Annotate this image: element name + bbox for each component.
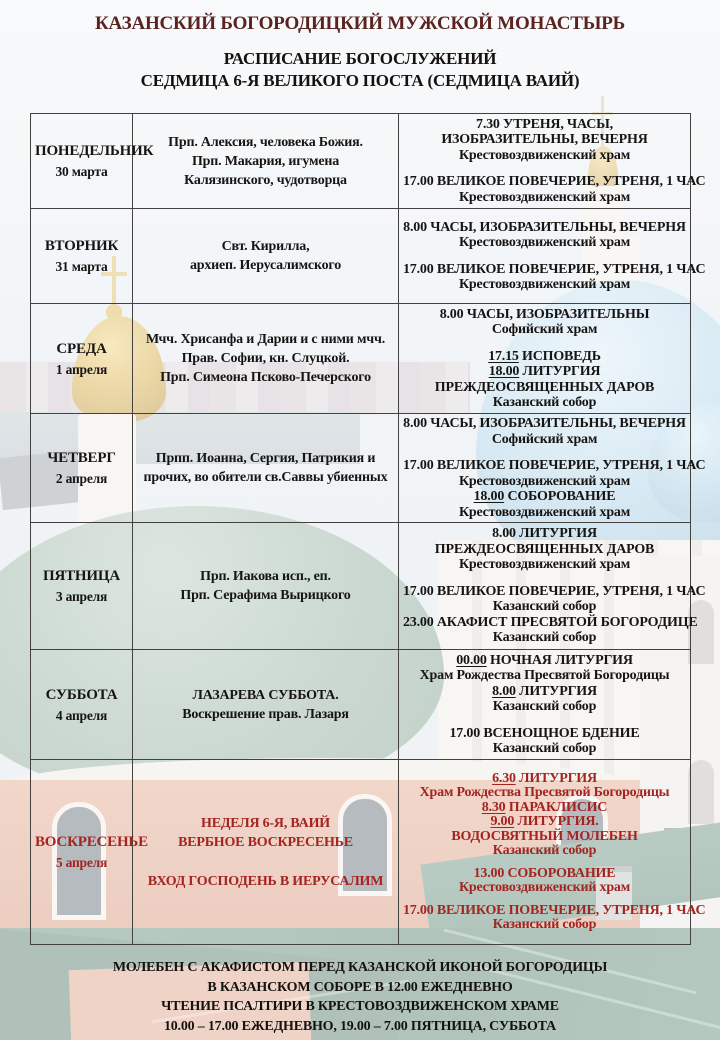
- service-time: 17.00: [403, 174, 434, 190]
- service-line: 8.00 ЧАСЫ, ИЗОБРАЗИТЕЛЬНЫ, ВЕЧЕРНЯ: [403, 219, 686, 235]
- service-time: 8.00: [492, 526, 516, 542]
- services-cell: [399, 209, 706, 304]
- service-line: 7.30 УТРЕНЯ, ЧАСЫ,: [476, 116, 613, 132]
- service-venue: Крестовоздвиженский храм: [458, 147, 631, 163]
- footer-line: МОЛЕБЕН С АКАФИСТОМ ПЕРЕД КАЗАНСКОЙ ИКОНОЙ БОГОРОДИЦЫ: [112, 960, 608, 975]
- service-time: 23.00: [403, 614, 434, 630]
- service-venue: Казанский собор: [492, 630, 597, 646]
- table-row: [31, 114, 691, 209]
- service-venue: Крестовоздвиженский храм: [458, 504, 631, 520]
- service-time: 17.00: [403, 261, 434, 277]
- service-line: 23.00 АКАФИСТ ПРЕСВЯТОЙ БОГОРОДИЦЕ: [403, 614, 698, 630]
- day-name: ВОСКРЕСЕНЬЕ: [35, 834, 148, 850]
- services-schedule-table: [30, 113, 706, 945]
- service-venue: Крестовоздвиженский храм: [458, 557, 631, 573]
- commemoration-line: Прп. Макария, игумена: [191, 153, 340, 169]
- service-venue: Крестовоздвиженский храм: [458, 277, 631, 292]
- day-date: 2 апреля: [55, 471, 108, 486]
- table-row: [31, 304, 691, 414]
- day-date: 4 апреля: [55, 707, 108, 723]
- service-venue: Храм Рождества Пресвятой Богородицы: [419, 785, 670, 800]
- service-venue: Крестовоздвиженский храм: [458, 189, 631, 205]
- service-line: 9.00 ЛИТУРГИЯ.: [490, 814, 599, 829]
- commemoration-cell: [133, 209, 399, 304]
- services-cell: [399, 650, 691, 760]
- service-line: ПРЕЖДЕОСВЯЩЕННЫХ ДАРОВ: [434, 541, 655, 557]
- day-cell: [31, 304, 133, 414]
- gap: [403, 573, 686, 584]
- commemoration-line: Прп. Симеона Псково-Печерского: [160, 370, 371, 385]
- footer-line: В КАЗАНСКОМ СОБОРЕ В 12.00 ЕЖЕДНЕВНО: [207, 979, 513, 995]
- commemoration-cell: [133, 650, 399, 760]
- service-line: 17.00 ВЕЛИКОЕ ПОВЕЧЕРИЕ, УТРЕНЯ, 1 ЧАС: [403, 458, 706, 473]
- service-time: 8.00: [439, 306, 464, 322]
- gap: [403, 163, 686, 174]
- service-venue: Храм Рождества Пресвятой Богородицы: [419, 668, 670, 683]
- header: [0, 0, 720, 91]
- gap: [403, 447, 686, 458]
- commemoration-line: прочих, во обители св.Саввы убиенных: [143, 470, 388, 485]
- services-cell: [399, 414, 706, 523]
- table-row: [31, 209, 691, 304]
- services-cell: [399, 114, 706, 209]
- service-line: 8.00 ЧАСЫ, ИЗОБРАЗИТЕЛЬНЫ, ВЕЧЕРНЯ: [403, 416, 686, 431]
- service-time: 7.30: [476, 116, 500, 132]
- service-line: 8.30 ПАРАКЛИСИС: [481, 799, 608, 815]
- table-row: [31, 523, 691, 650]
- service-line: 18.00 ЛИТУРГИЯ: [488, 364, 601, 379]
- gap: [403, 251, 686, 262]
- service-time: 13.00: [473, 865, 505, 881]
- commemoration-line: ВЕРБНОЕ ВОСКРЕСЕНЬЕ: [178, 834, 353, 850]
- service-line: 8.00 ЛИТУРГИЯ: [492, 526, 597, 542]
- day-cell: [31, 209, 133, 304]
- service-line: 13.00 СОБОРОВАНИЕ: [473, 865, 616, 881]
- service-time: 17.00: [403, 583, 434, 599]
- service-time: 17.00: [403, 902, 434, 918]
- table-row: [31, 650, 691, 760]
- service-venue: Крестовоздвиженский храм: [458, 473, 631, 489]
- services-cell: [399, 760, 706, 945]
- service-line: 17.00 ВЕЛИКОЕ ПОВЕЧЕРИЕ, УТРЕНЯ, 1 ЧАС: [403, 174, 706, 190]
- commemoration-line: НЕДЕЛЯ 6-Я, ВАИЙ: [201, 815, 330, 831]
- commemoration-line: Прп. Серафима Вырицкого: [180, 588, 351, 603]
- commemoration-line: Калязинского, чудотворца: [184, 172, 347, 188]
- service-line: 17.00 ВЕЛИКОЕ ПОВЕЧЕРИЕ, УТРЕНЯ, 1 ЧАС: [403, 261, 706, 277]
- service-line: 6.30 ЛИТУРГИЯ: [492, 770, 597, 786]
- commemoration-line: Прп. Иакова исп., еп.: [200, 569, 331, 584]
- gap: [403, 715, 686, 726]
- service-time: 17.00: [449, 725, 481, 741]
- day-name: ВТОРНИК: [44, 238, 119, 254]
- service-time: 18.00: [473, 489, 505, 504]
- day-date: 5 апреля: [55, 855, 108, 870]
- commemoration-cell: [133, 523, 399, 650]
- service-time: 9.00: [490, 814, 515, 829]
- commemoration-line: Прав. Софии, кн. Слуцкой.: [181, 351, 350, 366]
- service-time: 00.00: [456, 652, 487, 668]
- table-row: [31, 414, 691, 523]
- service-venue: Казанский собор: [492, 843, 597, 858]
- service-time: 8.00: [403, 219, 427, 235]
- service-line: 00.00 НОЧНАЯ ЛИТУРГИЯ: [456, 652, 633, 668]
- day-name: ЧЕТВЕРГ: [47, 450, 116, 466]
- day-name: СУББОТА: [45, 686, 118, 703]
- day-name: СРЕДА: [56, 340, 107, 357]
- commemoration-line: ЛАЗАРЕВА СУББОТА.: [192, 687, 339, 703]
- schedule-table-body: [31, 114, 706, 945]
- schedule-subtitle: РАСПИСАНИЕ БОГОСЛУЖЕНИЙ: [223, 49, 497, 68]
- service-time: 17.00: [403, 458, 434, 473]
- footer: [0, 958, 720, 1036]
- commemoration-cell: [133, 114, 399, 209]
- footer-line: ЧТЕНИЕ ПСАЛТИРИ В КРЕСТОВОЗДВИЖЕНСКОМ ХРАМЕ: [161, 999, 559, 1014]
- service-line: 8.00 ЛИТУРГИЯ: [492, 683, 597, 699]
- commemoration-line: Мчч. Хрисанфа и Дарии и с ними мчч.: [145, 332, 386, 347]
- service-line: 17.00 ВЕЛИКОЕ ПОВЕЧЕРИЕ, УТРЕНЯ, 1 ЧАС: [403, 583, 706, 599]
- week-subtitle: СЕДМИЦА 6-Я ВЕЛИКОГО ПОСТА (СЕДМИЦА ВАИЙ): [140, 71, 580, 90]
- commemoration-line: Прп. Алексия, человека Божия.: [168, 134, 363, 150]
- service-venue: Казанский собор: [492, 599, 597, 615]
- service-venue: Софийский храм: [491, 431, 598, 447]
- service-venue: Казанский собор: [492, 917, 597, 932]
- commemoration-cell: [133, 304, 399, 414]
- service-time: 8.00: [492, 683, 516, 699]
- day-name: ПОНЕДЕЛЬНИК: [35, 143, 154, 159]
- day-date: 3 апреля: [55, 589, 108, 604]
- service-time: 8.00: [403, 416, 427, 431]
- day-cell: [31, 414, 133, 523]
- service-time: 18.00: [488, 364, 520, 379]
- day-date: 30 марта: [55, 164, 108, 179]
- day-cell: [31, 114, 154, 209]
- services-cell: [399, 523, 706, 650]
- service-line: 17.00 ВСЕНОЩНОЕ БДЕНИЕ: [449, 725, 640, 741]
- service-venue: Софийский храм: [491, 322, 598, 337]
- commemoration-cell: [133, 760, 399, 945]
- commemoration-line: Прпп. Иоанна, Сергия, Патрикия и: [155, 451, 376, 466]
- service-line: 8.00 ЧАСЫ, ИЗОБРАЗИТЕЛЬНЫ: [439, 306, 650, 322]
- service-venue: Крестовоздвиженский храм: [458, 880, 631, 895]
- monastery-title: КАЗАНСКИЙ БОГОРОДИЦКИЙ МУЖСКОЙ МОНАСТЫРЬ: [94, 13, 625, 34]
- day-cell: [31, 760, 148, 945]
- service-venue: Казанский собор: [492, 741, 597, 756]
- commemoration-line: Воскрешение прав. Лазаря: [182, 706, 349, 722]
- service-venue: Казанский собор: [492, 395, 597, 410]
- commemoration-line: ВХОД ГОСПОДЕНЬ В ИЕРУСАЛИМ: [147, 873, 384, 889]
- service-line: 17.15 ИСПОВЕДЬ: [488, 348, 601, 364]
- day-cell: [31, 650, 133, 760]
- service-line: ИЗОБРАЗИТЕЛЬНЫ, ВЕЧЕРНЯ: [441, 132, 648, 148]
- service-time: 6.30: [492, 770, 516, 786]
- services-cell: [399, 304, 691, 414]
- service-line: 18.00 СОБОРОВАНИЕ: [473, 489, 616, 504]
- day-cell: [31, 523, 133, 650]
- service-line: ВОДОСВЯТНЫЙ МОЛЕБЕН: [451, 828, 638, 844]
- commemoration-line: Свт. Кирилла,: [221, 239, 310, 254]
- service-venue: Крестовоздвиженский храм: [458, 235, 631, 250]
- service-time: 8.30: [481, 799, 506, 815]
- service-line: ПРЕЖДЕОСВЯЩЕННЫХ ДАРОВ: [434, 379, 655, 395]
- footer-line: 10.00 – 17.00 ЕЖЕДНЕВНО, 19.00 – 7.00 ПЯТНИЦА, СУББОТА: [163, 1018, 557, 1034]
- day-date: 1 апреля: [55, 361, 108, 377]
- commemoration-cell: [133, 414, 399, 523]
- gap: [403, 338, 686, 349]
- table-row: [31, 760, 691, 945]
- service-venue: Казанский собор: [492, 699, 597, 714]
- service-time: 17.15: [488, 348, 519, 364]
- commemoration-line: архиеп. Иерусалимского: [189, 258, 342, 273]
- day-name: ПЯТНИЦА: [43, 568, 120, 584]
- day-date: 31 марта: [55, 259, 108, 274]
- commemoration-line: [137, 852, 394, 872]
- service-line: 17.00 ВЕЛИКОЕ ПОВЕЧЕРИЕ, УТРЕНЯ, 1 ЧАС: [403, 902, 706, 918]
